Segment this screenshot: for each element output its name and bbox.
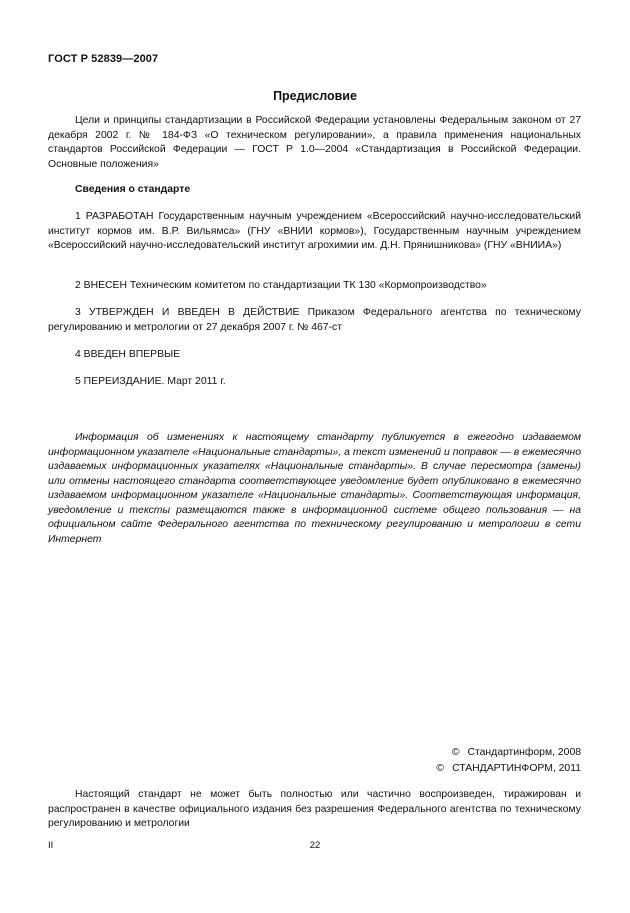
info-item-1: 1 РАЗРАБОТАН Государственным научным учреждением «Всероссийский научно-исследовательский институт кормов им. В.Р. Вильямса» (ГНУ «ВНИИ кормов»), Государственным научным учреждением «Всероссийский научно-исследовательский институт агрохимии им. Д.Н. Прянишникова» (ГНУ «ВНИИА»): [48, 211, 581, 251]
roman-page-number: II: [48, 840, 54, 851]
intro-paragraph: Цели и принципы стандартизации в Российской Федерации установлены Федеральным законом от 27 декабря 2002 г. № 184-ФЗ «О техническом регулировании», а правила применения национальных стандартов Российской Федерации — ГОСТ Р 1.0—2004 «Стандартизация в Российской Федерации. Основные положения»: [48, 115, 581, 170]
page-number: 22: [309, 840, 321, 851]
info-item-5: 5 ПЕРЕИЗДАНИЕ. Март 2011 г.: [75, 376, 226, 387]
reproduction-notice: Настоящий стандарт не может быть полностью или частично воспроизведен, тиражирован и распространен в качестве официального издания без разрешения Федерального агентства по техническому регулированию и метрологии: [48, 789, 581, 829]
info-item-3: 3 УТВЕРЖДЕН И ВВЕДЕН В ДЕЙСТВИЕ Приказом Федерального агентства по техническому регулированию и метрологии от 27 декабря 2007 г. № 467-ст: [48, 307, 581, 333]
standard-info-heading: Сведения о стандарте: [75, 184, 191, 195]
copyright-icon: ©: [436, 763, 445, 774]
change-info-paragraph: Информация об изменениях к настоящему стандарту публикуется в ежегодно издаваемом информационном указателе «Национальные стандарты», а текст изменений и поправок — в ежемесячно издаваемых информационных указателях «Национальные стандарты». В случае пересмотра (замены) или отмены настоящего стандарта соответствующее уведомление будет опубликовано в ежемесячно издаваемом информационном указателе «Национальные стандарты». Соответствующая информация, уведомление и тексты размещаются также в информационной системе общего пользования — на официальном сайте Федерального агентства по техническому регулированию и метрологии в сети Интернет: [48, 432, 581, 545]
copyright-icon: ©: [451, 747, 460, 758]
copyright-line-1: [452, 746, 581, 760]
copyright-line-2: [436, 762, 581, 776]
copyright-text-1: Стандартинформ, 2008: [467, 747, 581, 758]
document-code: ГОСТ Р 52839—2007: [48, 53, 159, 65]
info-item-4: 4 ВВЕДЕН ВПЕРВЫЕ: [75, 349, 181, 360]
copyright-text-2: СТАНДАРТИНФОРМ, 2011: [452, 763, 581, 774]
info-item-2: 2 ВНЕСЕН Техническим комитетом по стандартизации ТК 130 «Кормопроизводство»: [75, 280, 487, 291]
page-title: Предисловие: [273, 89, 357, 103]
